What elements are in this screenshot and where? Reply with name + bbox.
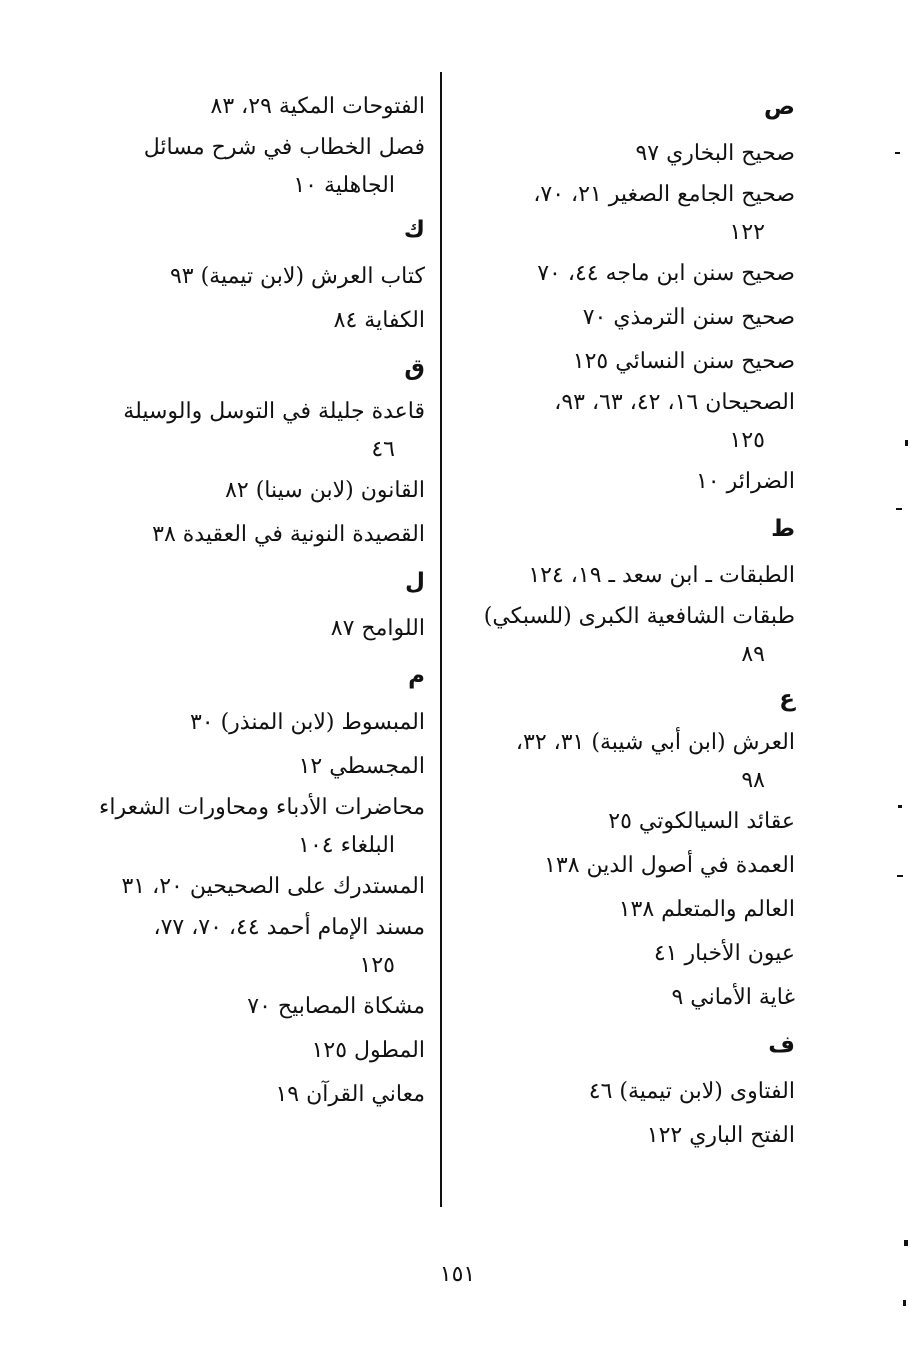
index-column-left [80,85,425,1117]
index-entry [455,132,795,176]
index-entry-text: معاني القرآن ١٩ [275,1082,425,1107]
scan-mark [898,805,902,808]
index-entry [455,888,795,932]
index-entry-continuation: ٩٨ [741,768,765,793]
index-entry-text: مسند الإمام أحمد ٤٤، ٧٠، ٧٧، [153,915,425,940]
index-entry [455,252,795,296]
index-entry-text: الكفاية ٨٤ [333,308,425,333]
index-entry-text: محاضرات الأدباء ومحاورات الشعراء [99,795,425,820]
scan-mark [905,440,908,446]
index-entry-text: مشكاة المصابيح ٧٠ [247,994,425,1019]
section-letter: ك [403,217,425,243]
section-letter: ق [404,355,425,381]
index-entry-text: صحيح سنن النسائي ١٢٥ [572,349,795,374]
scan-mark [903,1300,906,1306]
section-spacer [80,557,425,571]
index-entry-text: قاعدة جليلة في التوسل والوسيلة [123,399,425,424]
index-entry-text: العرش (ابن أبي شيبة) ٣١، ٣٢، [515,730,795,755]
index-entry-text: فصل الخطاب في شرح مسائل [143,135,425,160]
section-letter: ل [405,569,425,595]
index-entry-text: المطول ١٢٥ [311,1038,425,1063]
index-entry-continuation: الجاهلية ١٠ [293,173,395,198]
section-spacer [455,504,795,518]
index-entry-continuation: البلغاء ١٠٤ [298,833,395,858]
index-entry-text: صحيح سنن ابن ماجه ٤٤، ٧٠ [537,261,795,286]
index-entry [80,393,425,469]
index-entry-text: الفتوحات المكية ٢٩، ٨٣ [210,94,425,119]
scan-mark [896,508,902,510]
section-spacer [455,1020,795,1034]
index-entry-text: الفتاوى (لابن تيمية) ٤٦ [588,1079,795,1104]
index-entry-text: العالم والمتعلم ١٣٨ [618,897,795,922]
index-entry-continuation: ١٢٥ [729,428,765,453]
index-entry-continuation: ٨٩ [741,642,765,667]
index-entry-text: المبسوط (لابن المنذر) ٣٠ [189,710,425,735]
index-entry [80,701,425,745]
index-entry-text: طبقات الشافعية الكبرى (للسبكي) [483,604,795,629]
index-entry-text: كتاب العرش (لابن تيمية) ٩٣ [169,264,425,289]
index-entry [455,340,795,384]
index-entry [80,1029,425,1073]
column-divider [440,72,442,1207]
section-letter: ف [768,1032,795,1058]
index-entry-text: المجسطي ١٢ [298,754,425,779]
index-entry [455,176,795,252]
index-entry [455,598,795,674]
section-spacer [80,651,425,665]
section-letter: ط [771,516,795,542]
index-entry-text: غاية الأماني ٩ [671,985,795,1010]
index-entry-text: عيون الأخبار ٤١ [653,941,795,966]
index-entry [80,255,425,299]
index-entry [80,299,425,343]
index-entry [455,724,795,800]
scan-mark [897,875,903,877]
section-letter: ص [764,94,795,120]
index-entry [455,296,795,340]
index-entry [80,85,425,129]
section-letter: م [408,663,425,689]
index-entry-text: الضرائر ١٠ [695,469,795,494]
index-entry [80,1073,425,1117]
index-entry-text: صحيح سنن الترمذي ٧٠ [582,305,795,330]
index-entry [455,554,795,598]
index-entry [80,789,425,865]
index-entry [80,469,425,513]
index-entry [455,976,795,1020]
index-entry [455,384,795,460]
index-entry-continuation: ٤٦ [371,437,395,462]
index-entry [80,513,425,557]
index-entry-text: صحيح الجامع الصغير ٢١، ٧٠، [533,182,795,207]
index-entry [80,745,425,789]
scan-mark [904,1240,908,1246]
section-spacer [80,343,425,357]
index-entry [455,1070,795,1114]
index-entry [455,800,795,844]
index-entry-text: الفتح الباري ١٢٢ [646,1123,795,1148]
index-entry [80,129,425,205]
index-entry-text: عقائد السيالكوتي ٢٥ [608,809,795,834]
page-number: ١٥١ [439,1262,476,1287]
index-entry [80,909,425,985]
index-column-right [455,92,795,1158]
index-entry-text: القانون (لابن سينا) ٨٢ [225,478,425,503]
index-entry-text: الصحيحان ١٦، ٤٢، ٦٣، ٩٣، [554,390,795,415]
index-entry [80,985,425,1029]
index-entry-text: الطبقات ـ ابن سعد ـ ١٩، ١٢٤ [528,563,795,588]
index-entry [80,865,425,909]
index-entry [80,607,425,651]
section-letter: ع [779,686,795,712]
index-entry-text: القصيدة النونية في العقيدة ٣٨ [152,522,425,547]
section-spacer [455,674,795,688]
index-entry [455,1114,795,1158]
section-spacer [80,205,425,219]
index-entry-text: المستدرك على الصحيحين ٢٠، ٣١ [121,874,425,899]
index-entry-text: صحيح البخاري ٩٧ [635,141,795,166]
index-entry-text: اللوامح ٨٧ [330,616,425,641]
index-entry-continuation: ١٢٢ [729,220,765,245]
index-entry-text: العمدة في أصول الدين ١٣٨ [544,853,795,878]
index-entry-continuation: ١٢٥ [359,953,395,978]
index-entry [455,460,795,504]
index-entry [455,844,795,888]
index-entry [455,932,795,976]
scan-mark [895,152,900,154]
